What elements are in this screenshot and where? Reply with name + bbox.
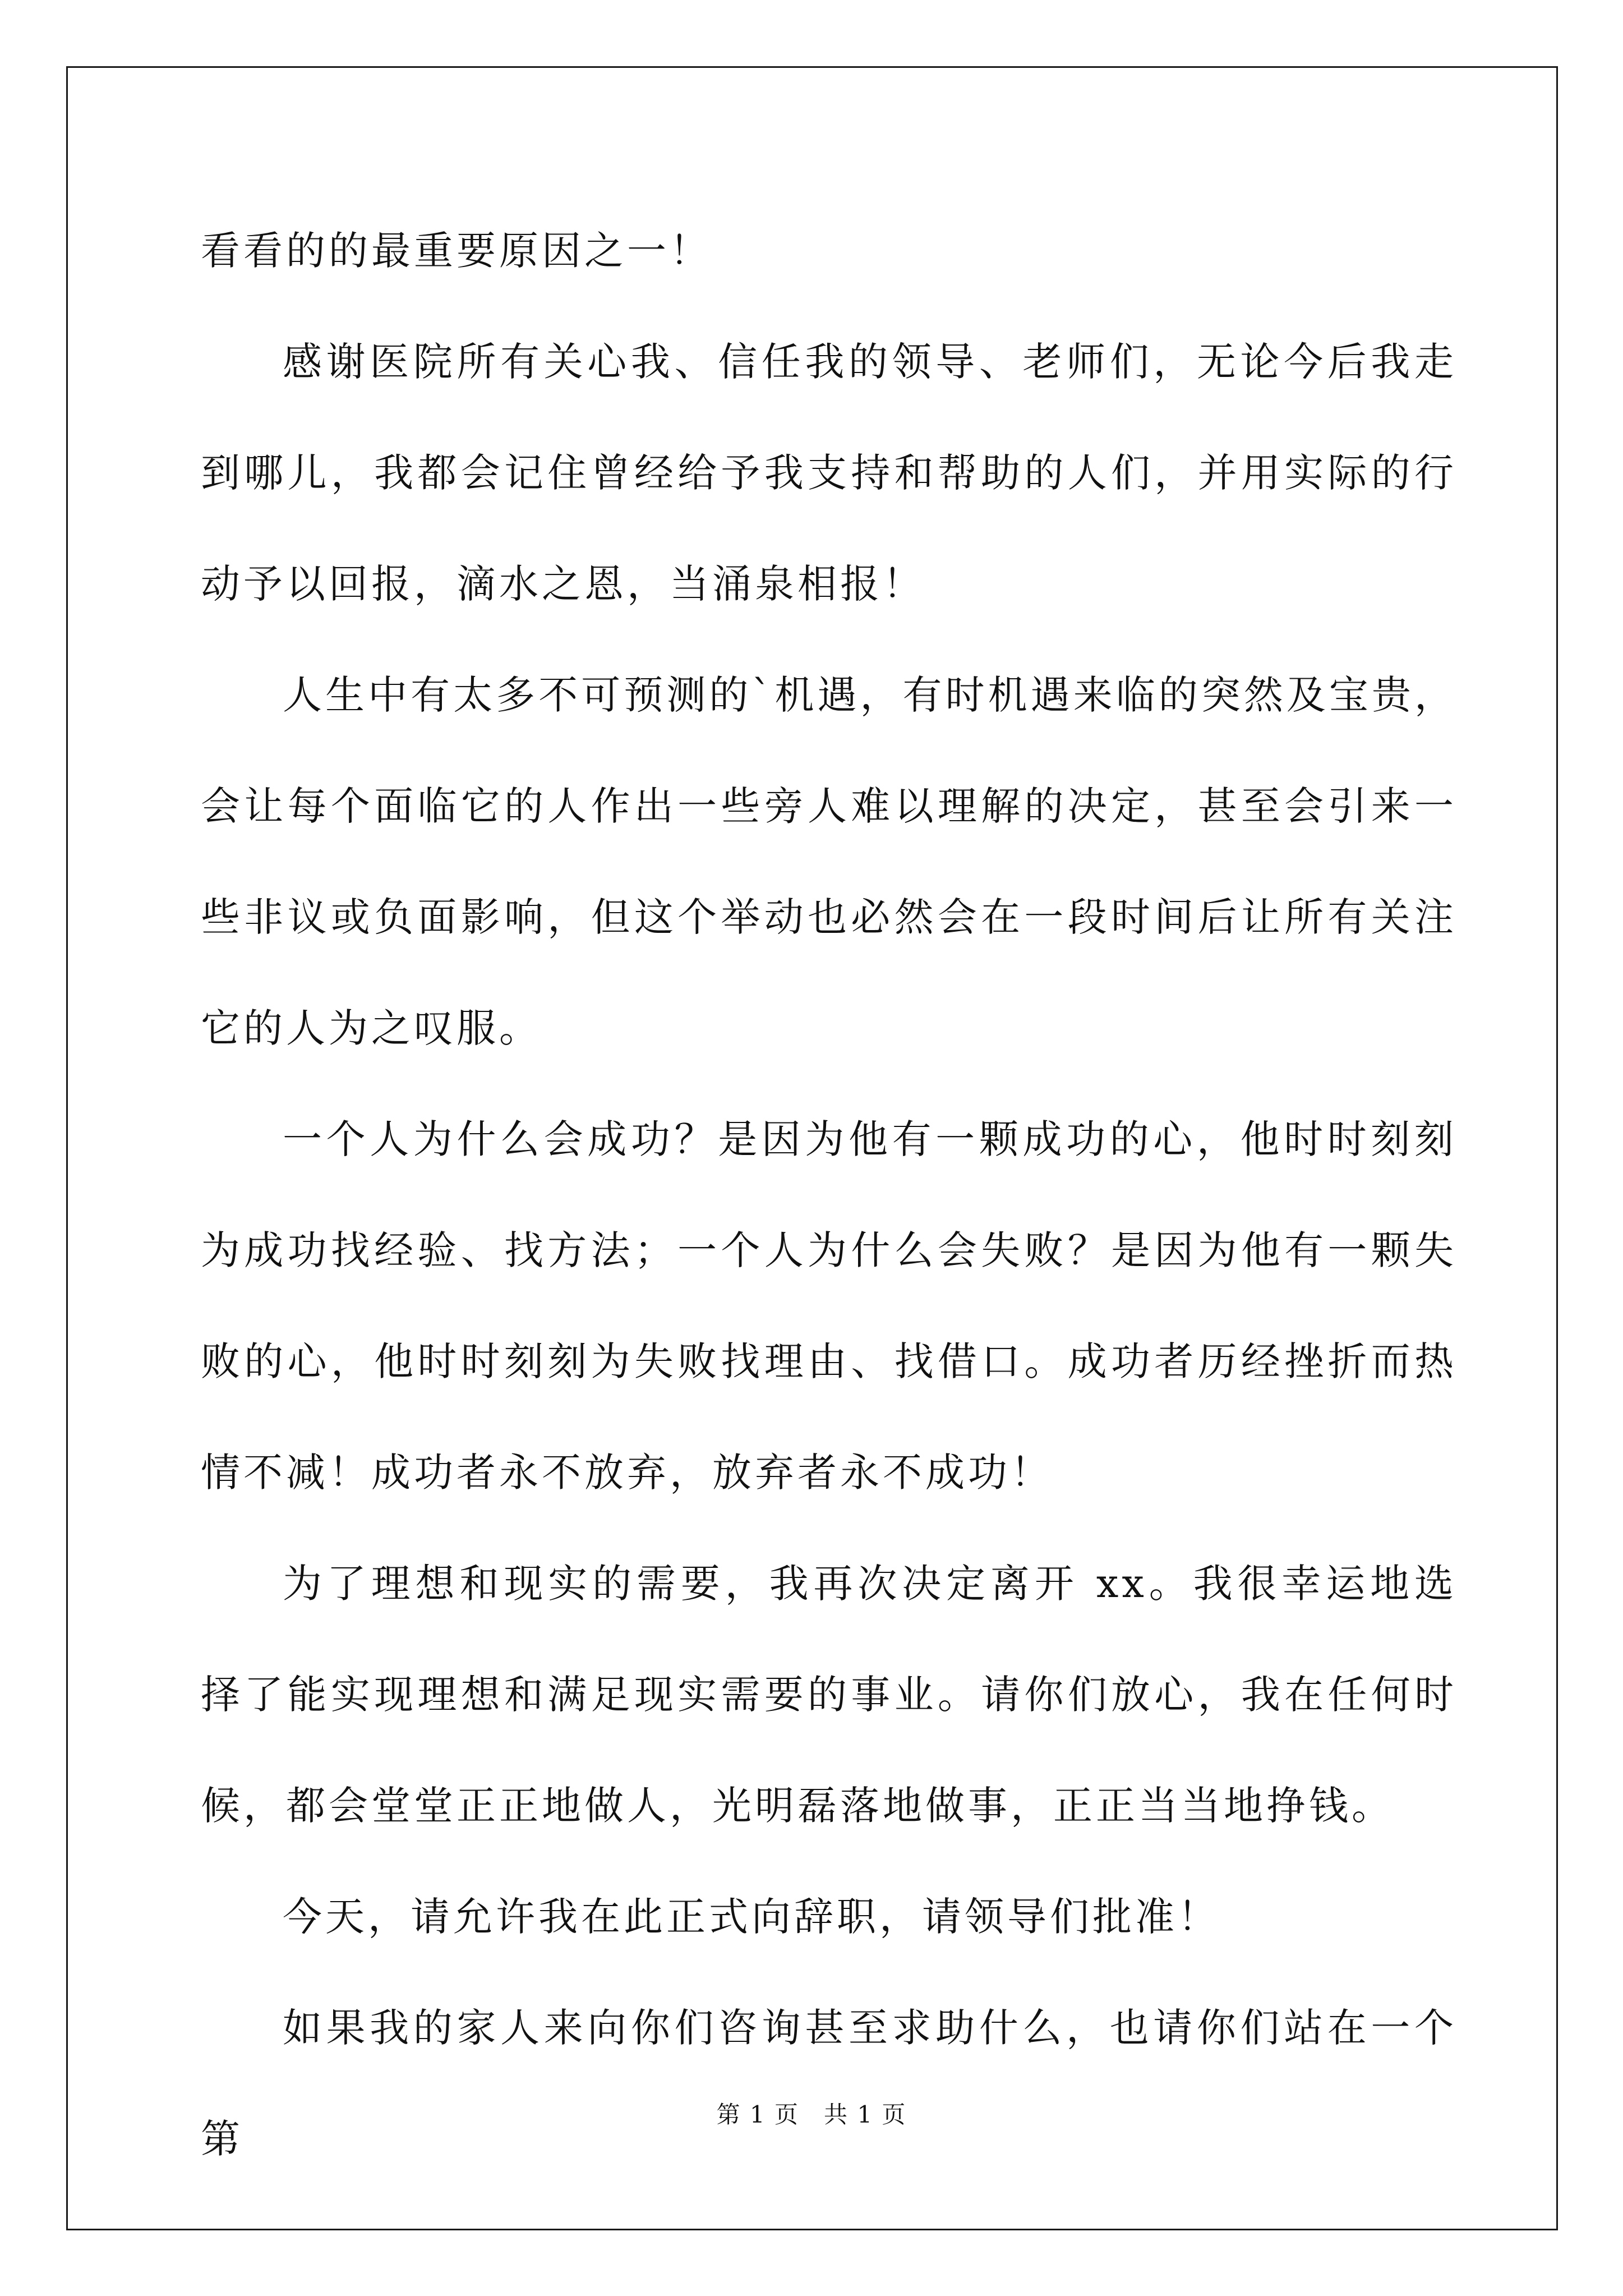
paragraph-3: 人生中有太多不可预测的`机遇，有时机遇来临的突然及宝贵，会让每个面临它的人作出一些旁人难以理解的决定，甚至会引来一些非议或负面影响，但这个举动也必然会在一段时间后让所有关注它的人为之叹服。 [201, 672, 1457, 1051]
paragraph-4: 一个人为什么会成功？是因为他有一颗成功的心，他时时刻刻为成功找经验、找方法；一个人为什么会失败？是因为他有一颗失败的心，他时时刻刻为失败找理由、找借口。成功者历经挫折而热情不减！成功者永不放弃，放弃者永不成功！ [201, 1116, 1457, 1496]
paragraph-6: 今天，请允许我在此正式向辞职，请领导们批准！ [283, 1894, 1220, 1940]
paragraph-2: 感谢医院所有关心我、信任我的领导、老师们，无论今后我走到哪儿，我都会记住曾经给予我支持和帮助的人们，并用实际的行动予以回报，滴水之恩，当涌泉相报！ [201, 339, 1457, 607]
document-body [201, 195, 1457, 2194]
paragraph-7: 如果我的家人来向你们咨询甚至求助什么，也请你们站在一个第 [201, 2005, 1457, 2162]
page-number-footer: 第 1 页 共 1 页 [716, 2101, 907, 2128]
paragraph-5: 为了理想和现实的需要，我再次决定离开 xx。我很幸运地选择了能实现理想和满足现实需要的事业。请你们放心，我在任何时候，都会堂堂正正地做人，光明磊落地做事，正正当当地挣钱。 [201, 1561, 1457, 1829]
paragraph-1: 看看的的最重要原因之一！ [201, 228, 712, 274]
